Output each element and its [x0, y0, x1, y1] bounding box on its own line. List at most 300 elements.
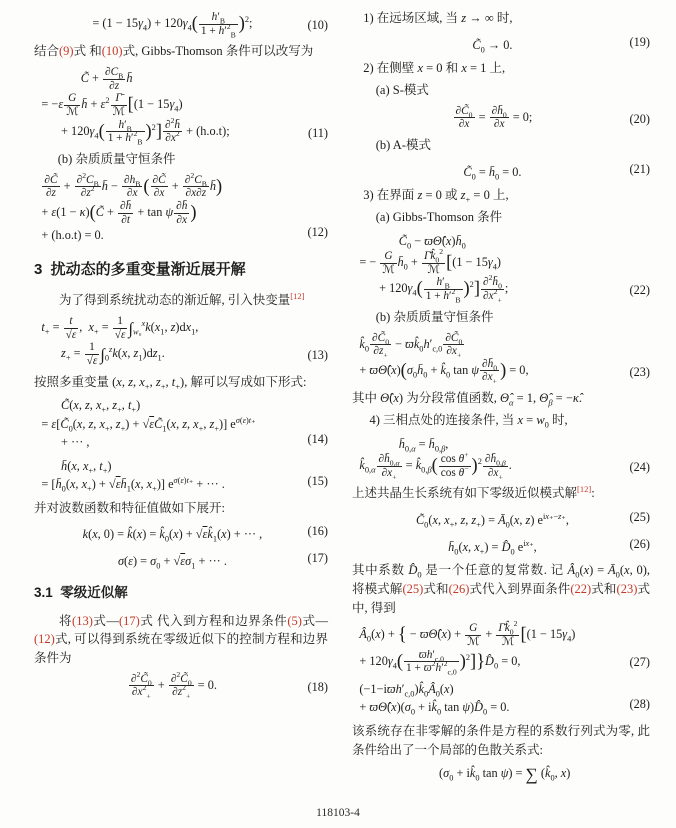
math-fragment: ∑ — [525, 765, 538, 785]
math-fragment: 1 — [126, 484, 131, 494]
math-fragment: z — [128, 374, 133, 389]
math-fragment: ε — [71, 328, 77, 341]
math-fragment: h — [125, 132, 132, 145]
equation-ref-link[interactable]: (17) — [118, 613, 140, 628]
math-fragment: 0 — [509, 627, 514, 637]
math-fragment: $\partial h̄_{0,\beta}$ — [484, 453, 506, 468]
equation-ref-link[interactable]: (9) — [59, 44, 74, 59]
math-fragment: + — [479, 547, 485, 557]
math-fragment: h̄ — [490, 453, 497, 466]
math-fragment: σ(ε)t₊ — [173, 476, 194, 486]
math-fragment: 0 — [68, 424, 73, 434]
math-fragment: + — [449, 520, 455, 530]
math-fragment: k̂ — [159, 527, 165, 542]
math-fragment: ℳ — [382, 263, 395, 276]
math-fragment: x — [185, 320, 192, 335]
math-fragment: D̂ — [474, 700, 483, 715]
math-fragment: 2 — [176, 669, 181, 679]
equation-body — [34, 315, 304, 368]
math-fragment: ∂z — [45, 187, 56, 200]
math-fragment: x — [159, 187, 165, 200]
math-fragment: ∂h̄ — [176, 200, 188, 213]
math-fragment: k̂ — [359, 458, 365, 473]
math-fragment: x — [499, 118, 505, 131]
math-fragment: ϖ — [405, 336, 414, 351]
math-fragment: [ — [127, 94, 134, 115]
math-fragment: ( — [143, 175, 150, 196]
math-fragment: α — [395, 458, 400, 468]
math-fragment: z — [115, 416, 121, 431]
math-fragment: ( — [416, 278, 423, 299]
math-fragment — [199, 11, 238, 37]
math-fragment: 2 — [90, 184, 95, 194]
math-fragment: C̃ — [49, 173, 58, 186]
math-fragment: Â — [428, 681, 436, 696]
math-fragment: $\partial h̄_0$ — [491, 104, 507, 119]
math-fragment: $C̃_0 \to 0$. — [472, 37, 513, 55]
math-fragment: x — [488, 290, 494, 303]
equation-number: (13) — [307, 348, 329, 363]
math-fragment: x — [137, 686, 143, 699]
equation-16 — [34, 522, 328, 543]
equation-body — [352, 538, 625, 556]
math-fragment: x — [513, 513, 520, 528]
equation-number: (23) — [629, 364, 650, 379]
paragraph-gibbs-thomson: 结合(9)式 和(10)式, Gibbs-Thomson 条件可以改写为 — [34, 44, 314, 59]
math-fragment: $\sigma(\varepsilon) = \sigma_0 + √\varepsilon\sigma_1$ + ··· . — [117, 553, 227, 571]
math-fragment: z — [133, 346, 139, 361]
math-fragment — [72, 329, 76, 341]
math-fragment: C — [110, 66, 119, 79]
math-fragment: C̃ — [61, 398, 70, 413]
math-fragment: x — [487, 371, 493, 384]
equation-ref-link[interactable]: [12] — [290, 291, 305, 302]
equation-ref-link[interactable]: (23) — [616, 581, 638, 596]
math-fragment: $\partial z^2$ — [80, 184, 95, 200]
math-fragment: + — [498, 471, 503, 481]
math-fragment — [183, 170, 209, 200]
equation-body — [352, 764, 650, 785]
math-fragment: ϖ — [419, 627, 429, 642]
math-fragment: x — [387, 466, 393, 479]
math-fragment: γ — [89, 123, 95, 138]
math-fragment: 0 — [424, 520, 429, 530]
equation-number: (25) — [629, 510, 650, 525]
math-fragment: ( — [89, 201, 96, 222]
math-fragment: c,0 — [432, 343, 443, 353]
math-fragment: ∂C̃ — [44, 173, 58, 186]
math-fragment: x — [464, 118, 470, 131]
math-fragment: h̄ — [174, 118, 181, 131]
math-fragment: ε — [128, 553, 133, 568]
math-fragment: B — [126, 123, 132, 133]
math-fragment: 0 — [366, 634, 372, 644]
math-fragment: x — [92, 527, 98, 542]
right-column — [352, 6, 650, 788]
math-fragment: + — [198, 424, 204, 434]
math-fragment: + — [102, 466, 108, 476]
math-fragment: h̄ — [125, 200, 132, 213]
math-fragment: x — [99, 416, 105, 431]
math-fragment — [93, 355, 97, 367]
math-fragment: z — [109, 345, 113, 355]
math-fragment: + — [88, 466, 94, 476]
math-fragment: ε — [100, 97, 106, 112]
math-fragment: x — [391, 362, 397, 377]
math-fragment: 0 — [61, 484, 66, 494]
math-fragment — [103, 66, 125, 92]
math-fragment: 2 — [431, 659, 436, 669]
math-fragment: h̄ — [101, 178, 108, 193]
math-fragment: 2 — [477, 456, 482, 466]
math-fragment — [174, 200, 189, 226]
math-fragment: 0 — [544, 419, 549, 430]
equation-27 — [352, 619, 650, 677]
math-fragment: β — [427, 465, 432, 475]
math-fragment: B — [135, 179, 141, 188]
equation-ref-link[interactable]: [12] — [577, 484, 592, 495]
math-fragment: k — [145, 320, 151, 335]
equation-ref-link[interactable]: (13) — [72, 613, 93, 628]
math-fragment: $1 + ϖ^2h'^2_{c,0}$ — [406, 659, 457, 677]
math-fragment: + (h.o.t) = 0. — [41, 228, 104, 243]
math-fragment: h̄ — [455, 233, 462, 248]
math-fragment: 0 — [493, 661, 499, 670]
math-fragment — [118, 200, 133, 226]
math-fragment: + — [117, 405, 122, 415]
math-fragment: c,0 — [447, 667, 457, 677]
math-fragment — [439, 450, 471, 479]
math-fragment: 2 — [175, 129, 180, 139]
math-fragment: 0 — [424, 689, 429, 699]
math-fragment: ∂h̄ — [120, 200, 132, 213]
math-fragment: β — [501, 458, 506, 468]
math-fragment: h̄ — [120, 477, 127, 492]
math-fragment: $\partial^2C̃_0$ — [170, 669, 192, 687]
math-fragment: h̄ — [398, 436, 405, 451]
math-fragment: + $120\gamma_4$( $\frac{h'_B}{1 + h'^2_B}$ )$^2$] $\frac{\partial^2h̄}{\partial x^2}$ + (h.o.t); — [61, 115, 230, 147]
equation-number: (24) — [629, 459, 650, 474]
math-fragment: 0 — [403, 262, 408, 272]
math-fragment: 0,β — [434, 444, 446, 454]
math-fragment: C̃ — [158, 173, 166, 186]
math-fragment: h — [436, 276, 443, 289]
math-fragment: 1 — [85, 341, 100, 355]
math-fragment: ∂z — [109, 79, 120, 92]
math-fragment: x — [375, 627, 381, 642]
math-fragment: + $120\gamma_4$( $\frac{h'_B}{1 + h'^2_B}$ )$^2$] $\frac{\partial^2h̄_0}{\partial x^2_+}$ ; — [379, 273, 509, 305]
math-fragment: C̃ — [461, 104, 469, 117]
math-fragment — [483, 453, 508, 479]
equation-body — [352, 36, 625, 54]
math-fragment: = −ε G ℳ h̄ + $\varepsilon^2$ Γ̄ ℳ [$(1 - 15\gamma_4)$ — [41, 92, 183, 119]
math-fragment: 0 — [445, 370, 451, 380]
math-fragment: + ··· , — [61, 435, 90, 450]
math-fragment: { — [397, 624, 407, 645]
mode-label-a: (b) A-模式 — [375, 138, 431, 152]
math-fragment: + — [185, 691, 191, 701]
math-fragment: C̃ — [472, 37, 481, 52]
math-fragment: ε — [149, 416, 155, 431]
equation-20 — [352, 105, 650, 131]
math-fragment: Â — [359, 627, 367, 642]
math-fragment: 4 — [174, 104, 179, 114]
math-fragment: $\partial h̄_0$ — [481, 357, 498, 373]
math-fragment: x — [95, 398, 102, 413]
math-fragment: x — [221, 527, 227, 542]
math-fragment: $\partial C_B$ — [105, 66, 124, 81]
math-fragment: ℳ — [112, 106, 125, 119]
math-fragment: 0 — [412, 370, 418, 380]
math-fragment: $ϖh'_{c,0}$ — [404, 649, 459, 663]
mode-label-s: (a) S-模式 — [375, 82, 429, 97]
math-fragment: ϖ — [386, 681, 396, 696]
math-fragment: z — [86, 187, 91, 200]
math-fragment: 2 — [469, 280, 474, 290]
equation-number: (28) — [629, 697, 650, 712]
paragraph-dispersion: 该系统存在非零解的条件是方程的系数行列式为零, 此条件给出了一个局部的色散关系式: — [352, 723, 650, 757]
math-fragment: = − G ℳ $h̄_0$ + $\Gammāk̂_0^2$ ℳ [$(1 - 15\gamma_4)$ — [359, 247, 502, 276]
math-fragment: ϖ — [369, 700, 379, 715]
math-fragment: h — [443, 290, 450, 303]
math-fragment: + — [93, 327, 99, 337]
math-fragment: C̃ — [60, 416, 69, 431]
math-fragment: σ — [404, 700, 411, 715]
equation-14 — [34, 396, 328, 451]
math-fragment: ∂x — [126, 187, 138, 200]
equation-body — [34, 11, 304, 37]
math-fragment — [85, 341, 100, 367]
math-fragment — [64, 315, 79, 329]
math-fragment: x — [432, 513, 438, 528]
math-fragment: Θ̂ — [539, 391, 549, 406]
paragraph-zeroth-order: 将(13)式—(17)式 代入到方程和边界条件(5)式—(12)式, 可以得到系统在零级近似下的控制方程和边界条件为 — [34, 613, 329, 665]
math-fragment: + — [392, 471, 397, 481]
equation-ref-link[interactable]: (12) — [34, 632, 55, 647]
math-fragment: 0 — [423, 370, 428, 380]
math-fragment: x — [82, 458, 89, 473]
math-fragment: z — [177, 686, 183, 699]
equation-ref-link[interactable]: (22) — [570, 581, 592, 596]
math-fragment: = [$h̄_0(x$, $x_+$) + $√\varepsilon h̄_1(x$, $x_+$)] $e^{\sigma(\varepsilon)t_+}$ + ··· . — [41, 476, 225, 494]
math-fragment: κ̂ — [572, 391, 579, 406]
math-fragment: ( — [400, 359, 407, 380]
equation-number: (15) — [307, 474, 329, 489]
math-fragment: k — [82, 527, 89, 542]
math-fragment: θ — [458, 466, 465, 479]
math-fragment: 2 — [465, 652, 471, 662]
math-fragment — [370, 332, 391, 358]
equation-21 — [352, 160, 650, 181]
math-fragment — [443, 332, 464, 358]
math-fragment: h̄ — [181, 200, 188, 213]
equation-28 — [352, 680, 650, 717]
math-fragment: z — [182, 416, 188, 431]
math-fragment: h̄ — [384, 453, 390, 466]
math-fragment: h — [426, 648, 433, 661]
left-column — [34, 6, 328, 788]
math-fragment: 0 — [480, 45, 485, 55]
math-fragment: ψ — [471, 362, 479, 377]
math-fragment: + — [146, 691, 151, 701]
math-fragment: C̃ — [377, 331, 386, 344]
math-fragment: x — [73, 398, 79, 413]
math-fragment: ix₊−z₊ — [542, 512, 566, 522]
math-fragment: Ā — [607, 563, 616, 577]
math-fragment: 0 — [406, 241, 412, 251]
math-fragment: ) — [471, 454, 478, 475]
equation-ref-link[interactable]: (5) — [287, 613, 302, 628]
equation-ref-link[interactable]: (25) — [402, 581, 424, 596]
math-fragment: t — [248, 415, 252, 425]
math-fragment: β — [548, 397, 553, 408]
math-fragment: ψ — [500, 766, 509, 781]
equation-body — [352, 511, 625, 529]
math-fragment: $\partial h_B$ — [123, 173, 141, 188]
math-fragment: B — [444, 281, 450, 291]
math-fragment: 0 — [575, 569, 580, 580]
equation-26 — [352, 535, 650, 556]
equation-body — [352, 435, 625, 480]
math-fragment: $C̃_0(x$, $x_+$, z, $z_+$) = $Ā_0(x$, z) $e^{ix_+-z_+}$, — [415, 512, 569, 530]
math-fragment: Θ̂ — [378, 700, 387, 715]
math-fragment: z — [460, 188, 466, 203]
math-fragment: σ — [173, 476, 178, 486]
math-fragment: z — [471, 513, 477, 528]
math-fragment: z — [525, 513, 531, 528]
math-fragment: Ā — [498, 513, 506, 528]
equation-body — [34, 525, 304, 543]
math-fragment: C̃ — [450, 331, 459, 344]
equation-number: (21) — [629, 161, 650, 176]
math-fragment: x — [525, 538, 530, 548]
math-fragment: + — [456, 350, 462, 360]
math-fragment — [163, 115, 182, 145]
math-fragment — [380, 250, 396, 264]
math-fragment: 2 — [151, 122, 156, 132]
math-fragment: 0 — [364, 343, 370, 353]
math-fragment: 2 — [82, 170, 87, 180]
equation-15 — [34, 457, 328, 494]
math-fragment: 0 — [104, 353, 110, 363]
math-fragment: ε — [180, 476, 184, 486]
math-fragment: t — [69, 315, 73, 328]
math-fragment: 1 — [138, 353, 143, 363]
math-fragment: $\partial^2C_B$ — [76, 170, 99, 188]
equation-number: (22) — [629, 283, 650, 298]
math-fragment: $\frac{\partial C̃_0}{\partial x}$ = $\frac{\partial h̄_0}{\partial x}$ = 0; — [455, 104, 533, 131]
paragraph-fast-variables: 为了得到系统扰动态的渐近解, 引入快变量[12] — [59, 291, 305, 308]
math-fragment: x — [474, 539, 480, 554]
math-fragment: Θ̂ — [428, 627, 438, 642]
math-fragment: h — [129, 173, 136, 186]
math-fragment: Γ̄ — [498, 622, 505, 635]
math-fragment: z — [112, 398, 118, 413]
math-fragment — [548, 398, 552, 408]
math-fragment: $\partial z^2_+$ — [172, 683, 191, 701]
math-fragment: Â — [567, 563, 576, 577]
math-fragment: ψ — [462, 700, 470, 715]
math-fragment: h — [211, 11, 218, 23]
math-fragment: k̂ — [469, 766, 476, 781]
math-fragment: 0 — [550, 773, 555, 783]
paragraph-mode-solution: 上述共晶生长系统有如下零级近似模式解[12]: — [352, 484, 595, 501]
math-fragment: ℳ — [467, 635, 480, 648]
math-fragment: + — [144, 381, 150, 392]
math-fragment: [ — [446, 251, 453, 272]
math-fragment: 2 — [451, 287, 456, 297]
math-fragment — [404, 649, 459, 675]
math-fragment: ( — [396, 650, 404, 671]
math-fragment: + — [120, 424, 126, 434]
paragraph-coefficient: 其中系数 $D̂_0$ 是一个任意的复常数. 记 $Â_0(x)$ = $Ā_0(x$, 0), 将模式解(25)式和(26)式代入到界面条件(22)式和(23)式中, 得到 — [352, 563, 650, 615]
math-fragment: ∂x — [176, 213, 188, 226]
math-fragment: γ — [182, 15, 188, 30]
list-item-2: 2) 在侧壁 x = 0 和 x = 1 上, — [363, 61, 506, 76]
math-fragment: 4 — [492, 262, 497, 272]
math-fragment: C̃ — [80, 71, 89, 86]
math-fragment: α — [509, 397, 514, 408]
equation-number: (27) — [629, 655, 650, 670]
equation-11 — [34, 66, 328, 145]
math-fragment: x — [417, 61, 423, 76]
math-fragment: t — [127, 398, 132, 413]
math-fragment: γ — [562, 627, 568, 642]
math-fragment: B — [137, 137, 143, 147]
math-fragment: + — [383, 350, 388, 360]
equation-ref-link[interactable]: (26) — [448, 581, 470, 596]
math-fragment: σ — [185, 553, 192, 568]
math-fragment — [480, 358, 499, 384]
math-fragment: x — [583, 563, 590, 577]
math-fragment: x — [71, 458, 77, 473]
math-fragment: 0 — [187, 678, 192, 687]
math-fragment: ϖ — [423, 662, 432, 675]
equation-body — [34, 457, 304, 494]
equation-ref-link[interactable]: (10) — [101, 44, 123, 59]
equation-number: (11) — [307, 125, 329, 140]
math-fragment: h̄ — [497, 104, 503, 117]
equation-number: (16) — [307, 524, 329, 539]
math-fragment: ∫ — [128, 319, 133, 339]
equation-number: (19) — [629, 34, 650, 49]
equation-number: (26) — [629, 536, 650, 551]
condition-label-gibbs: (a) Gibbs-Thomson 条件 — [375, 209, 503, 224]
math-fragment: x — [154, 320, 161, 335]
math-fragment: h̄ — [487, 357, 494, 370]
math-fragment — [64, 92, 80, 106]
math-fragment: Θ̂ — [432, 233, 442, 248]
math-fragment: $\partial x_+$ — [381, 466, 397, 481]
math-fragment: 0 — [458, 336, 463, 346]
math-fragment: 0 — [505, 520, 510, 530]
math-fragment: [ — [520, 624, 527, 645]
math-fragment — [111, 92, 127, 106]
math-fragment: h̄ — [428, 436, 435, 451]
equation-13 — [34, 315, 328, 368]
math-fragment: $\partial^2C_B$ — [184, 170, 207, 188]
math-fragment — [169, 669, 194, 701]
math-fragment: $h̄_0(x$, $x_+$) = $D̂_0$ $e^{ix_+}$, — [448, 538, 537, 557]
math-fragment: D̂ — [501, 539, 511, 554]
math-fragment: x — [560, 766, 567, 781]
math-fragment: h̄ — [488, 164, 496, 179]
equation-body — [34, 396, 304, 451]
math-fragment: x — [441, 627, 447, 642]
math-fragment: ] — [473, 278, 480, 299]
math-fragment: 0,β — [421, 465, 432, 475]
math-fragment: $Â_0(x)$ + { − ϖΘ̂(x) + G ℳ + $\Gammāk̂_0^2$ ℳ [$(1 - 15\gamma_4)$ — [359, 619, 576, 648]
